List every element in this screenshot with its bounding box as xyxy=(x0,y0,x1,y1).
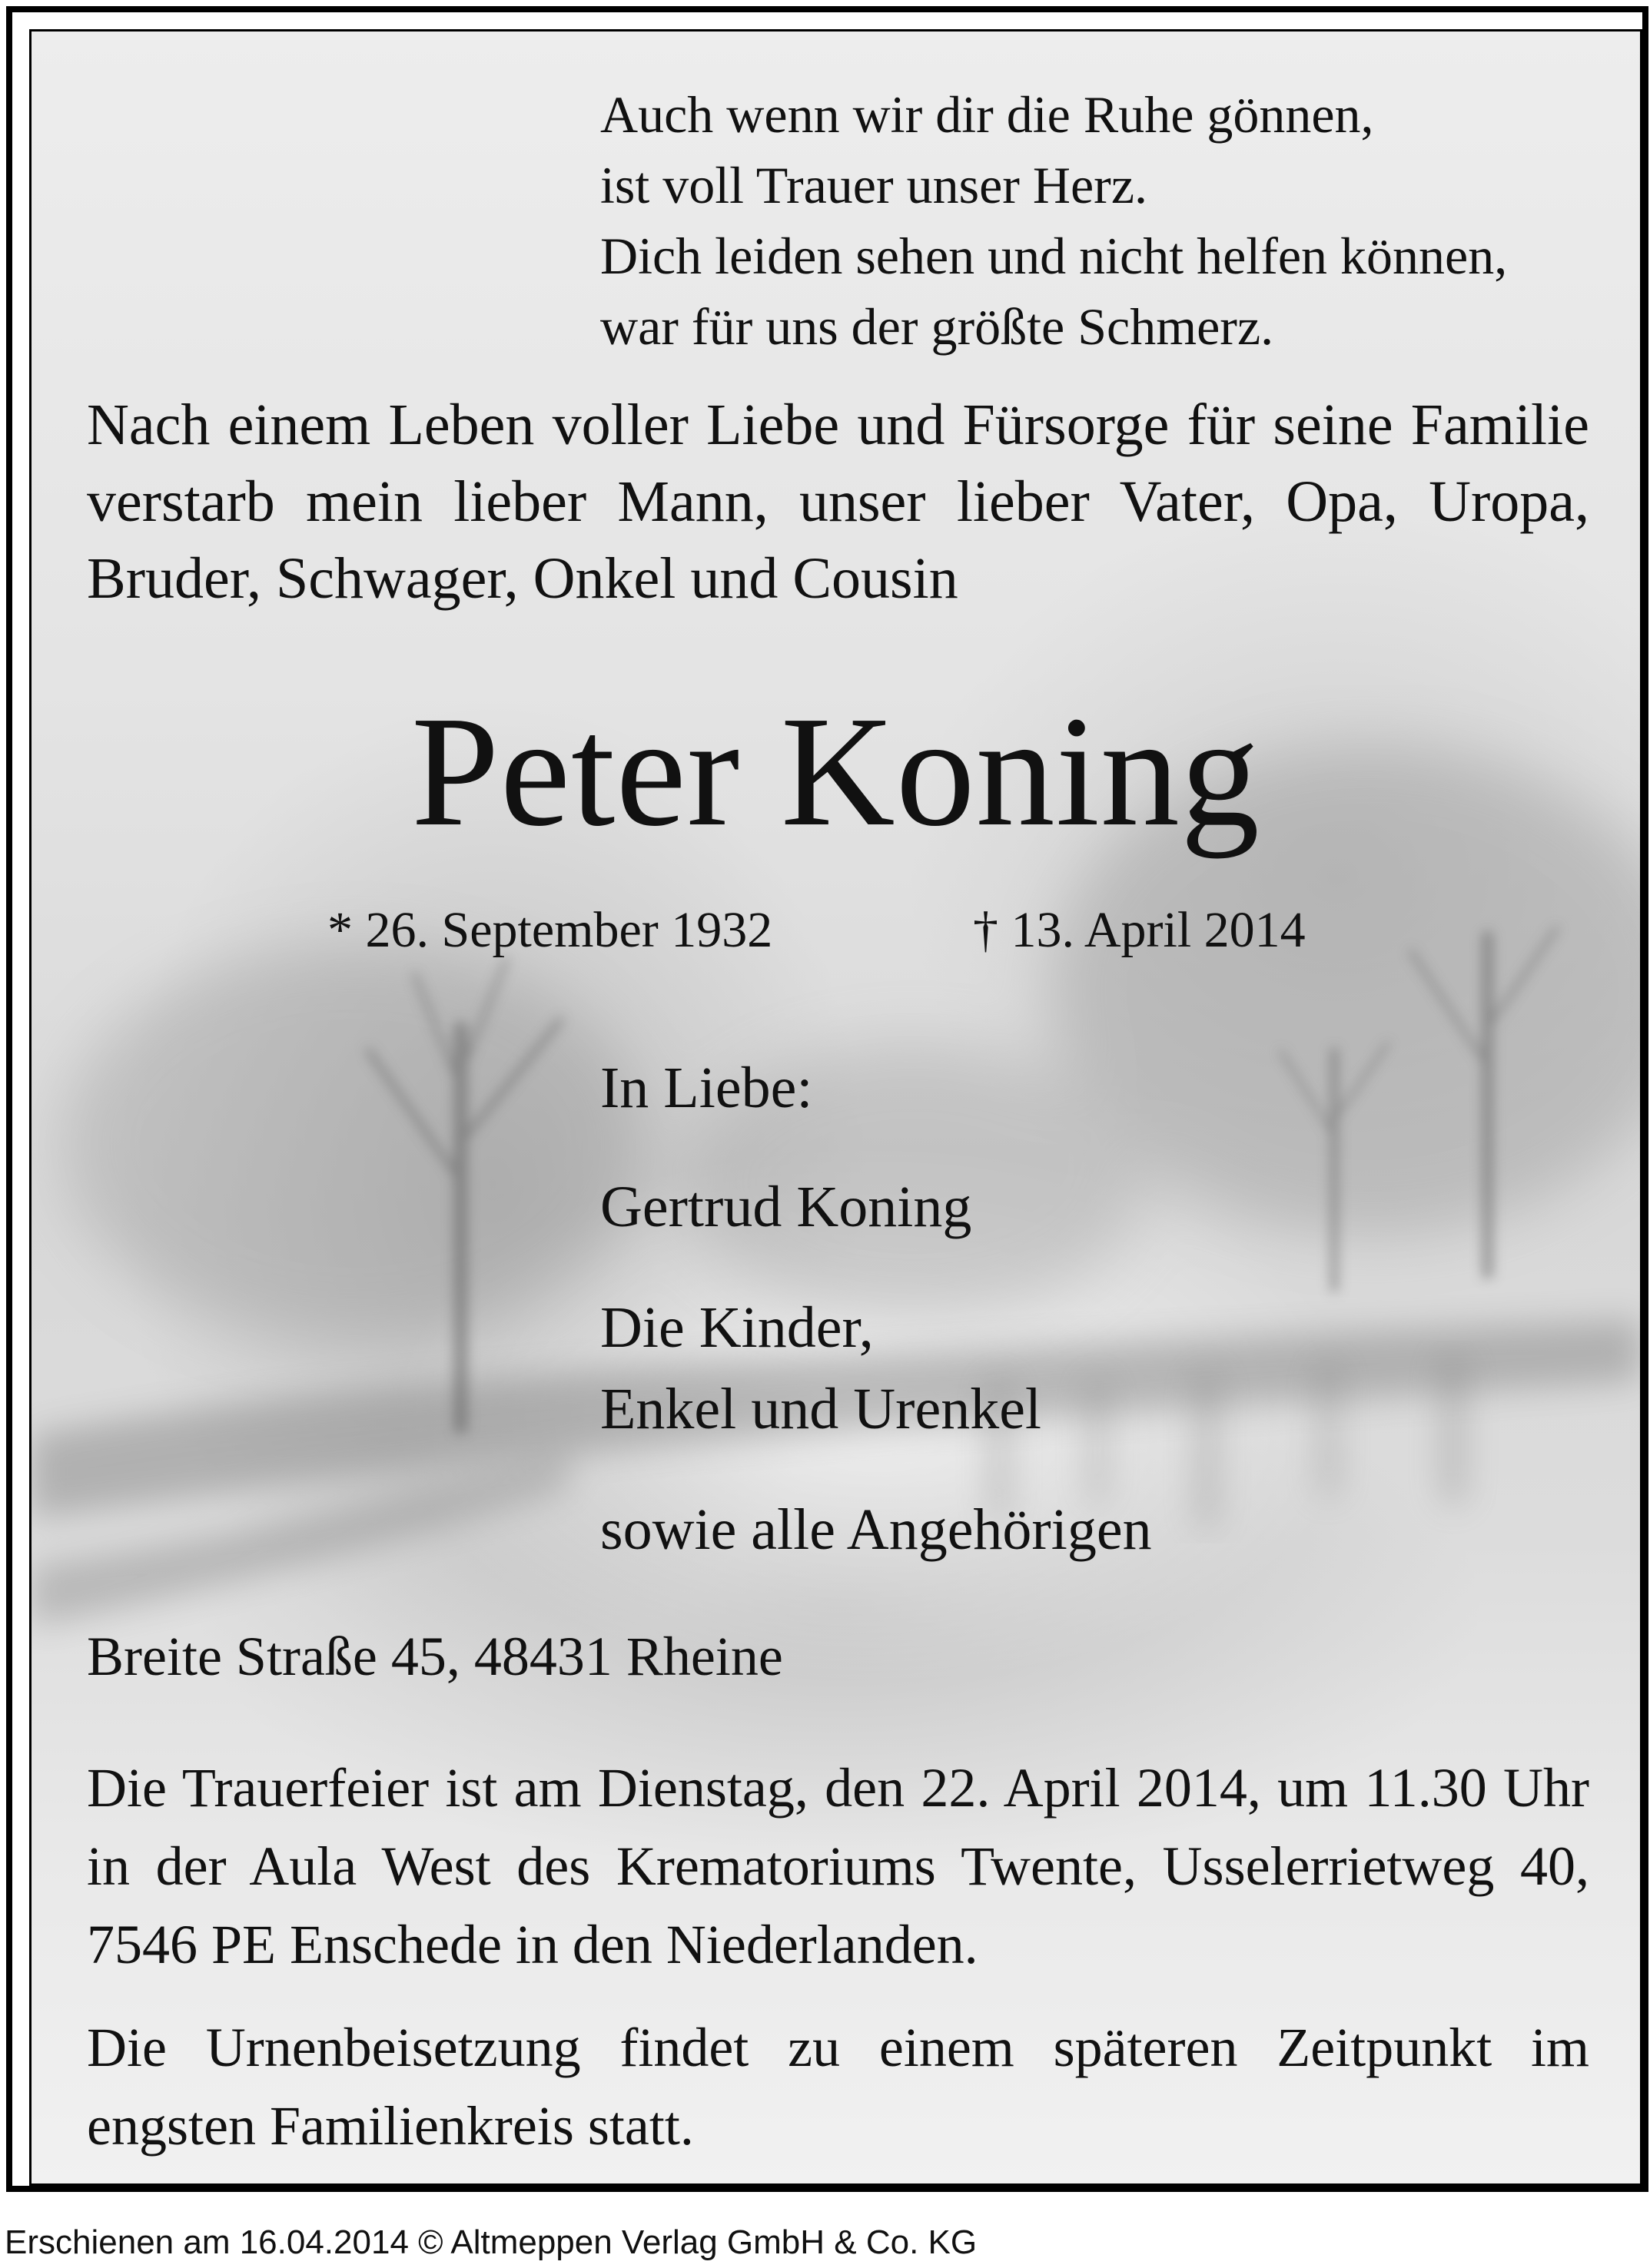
poem-line: Auch wenn wir dir die Ruhe gönnen, xyxy=(600,85,1374,144)
poem-line: Dich leiden sehen und nicht helfen können, xyxy=(600,227,1508,285)
death-date: † 13. April 2014 xyxy=(973,902,1306,958)
poem-line: ist voll Trauer unser Herz. xyxy=(600,156,1148,214)
poem xyxy=(600,79,1507,362)
birth-date: * 26. September 1932 xyxy=(327,902,773,958)
mourner-spouse: Gertrud Koning xyxy=(600,1175,972,1239)
intro-paragraph: Nach einem Leben voller Liebe und Fürsorge für seine Familie verstarb mein lieber Mann, unser lieber Vater, Opa, Uropa, Bruder, Schwager, Onkel und Cousin xyxy=(87,393,1589,611)
funeral-details: Die Trauerfeier ist am Dienstag, den 22. April 2014, um 11.30 Uhr in der Aula West des Krematoriums Twente, Usselerrietweg 40, 7546 PE Enschede in den Niederlanden. xyxy=(87,1757,1589,1975)
obituary-card xyxy=(29,29,1642,2186)
deceased-name: Peter Koning xyxy=(411,683,1260,859)
poem-line: war für uns der größte Schmerz. xyxy=(600,297,1274,356)
mourner-children: Die Kinder, xyxy=(600,1295,874,1360)
family-address: Breite Straße 45, 48431 Rheine xyxy=(87,1626,783,1687)
urn-burial-note: Die Urnenbeisetzung findet zu einem späteren Zeitpunkt im engsten Familienkreis statt. xyxy=(87,2017,1589,2157)
publication-footer: Erschienen am 16.04.2014 © Altmeppen Verlag GmbH & Co. KG xyxy=(5,2223,978,2261)
mourner-grandchildren: Enkel und Urenkel xyxy=(600,1377,1042,1441)
mourner-relatives: sowie alle Angehörigen xyxy=(600,1497,1152,1562)
outer-border-frame xyxy=(6,6,1648,2192)
mourners-heading: In Liebe: xyxy=(600,1056,813,1120)
